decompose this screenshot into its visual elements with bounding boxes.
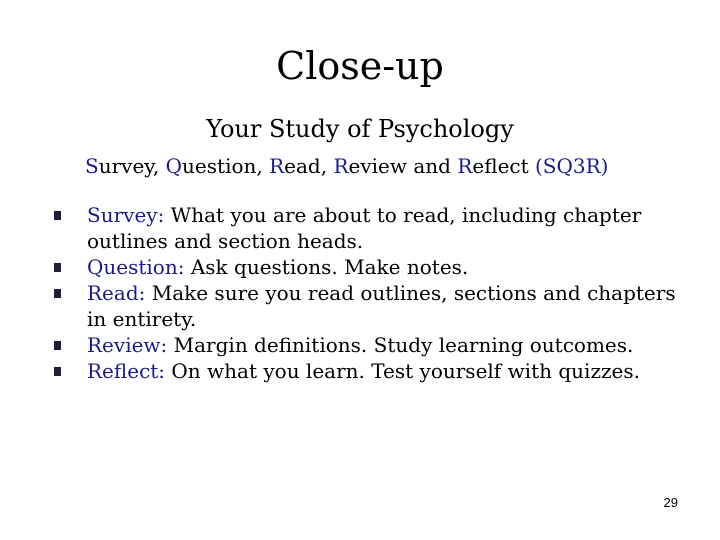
sq3r-letter-reflect: R bbox=[457, 154, 473, 178]
bullet-term: Read: bbox=[87, 281, 146, 305]
page-number: 29 bbox=[663, 495, 678, 510]
sq3r-rest-review: eview and bbox=[348, 154, 458, 178]
bullet-question bbox=[50, 254, 690, 280]
bullet-review bbox=[50, 332, 690, 358]
sq3r-acronym: (SQ3R) bbox=[535, 154, 609, 178]
bullet-term: Question: bbox=[87, 255, 185, 279]
bullet-text: Margin definitions. Study learning outcomes. bbox=[167, 333, 634, 357]
square-bullet-icon bbox=[54, 211, 61, 220]
bullet-text: What you are about to read, including chapter outlines and section heads. bbox=[87, 203, 642, 253]
square-bullet-icon bbox=[54, 263, 61, 272]
slide-title: Close-up bbox=[276, 44, 444, 88]
sq3r-letter-survey: S bbox=[85, 154, 99, 178]
sq3r-letter-read: R bbox=[269, 154, 285, 178]
square-bullet-icon bbox=[54, 341, 61, 350]
bullet-term: Review: bbox=[87, 333, 168, 357]
bullet-survey bbox=[50, 202, 690, 254]
bullet-text: Ask questions. Make notes. bbox=[184, 255, 469, 279]
sq3r-rest-survey: urvey, bbox=[98, 154, 166, 178]
bullet-term: Survey: bbox=[87, 203, 165, 227]
sq3r-rest-reflect: eflect bbox=[472, 154, 535, 178]
square-bullet-icon bbox=[54, 367, 61, 376]
sq3r-rest-question: uestion, bbox=[182, 154, 270, 178]
sq3r-letter-question: Q bbox=[165, 154, 183, 178]
bullet-reflect bbox=[50, 358, 690, 384]
bullet-text: On what you learn. Test yourself with quizzes. bbox=[165, 359, 640, 383]
sq3r-rest-read: ead, bbox=[284, 154, 334, 178]
sq3r-line bbox=[85, 152, 685, 180]
slide-subtitle: Your Study of Psychology bbox=[206, 115, 514, 143]
bullet-term: Reflect: bbox=[87, 359, 166, 383]
sq3r-letter-review: R bbox=[333, 154, 349, 178]
bullet-read bbox=[50, 280, 690, 332]
square-bullet-icon bbox=[54, 289, 61, 298]
bullet-list bbox=[50, 202, 690, 384]
bullet-text: Make sure you read outlines, sections and chapters in entirety. bbox=[87, 281, 676, 331]
